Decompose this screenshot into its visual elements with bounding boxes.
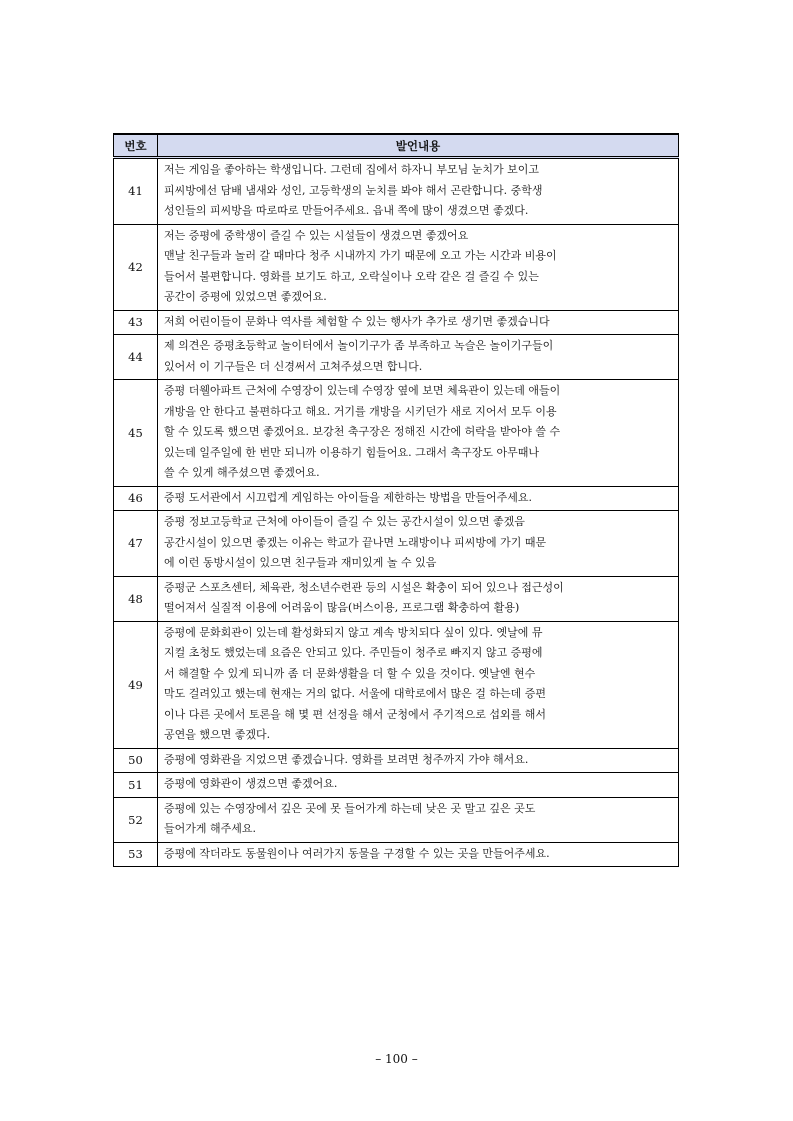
table-row [114,310,679,335]
table-row [114,224,679,310]
row-number: 49 [114,621,158,748]
content-line: 에 이런 동방시설이 있으면 친구들과 재미있게 놀 수 있음 [164,556,437,569]
row-number: 46 [114,486,158,511]
row-content [158,576,679,621]
content-line: 피씨방에선 담배 냄새와 성인, 고등학생의 눈치를 봐야 해서 곤란합니다. 중학생 [164,183,543,197]
content-line: 증평 정보고등학교 근처에 아이들이 즐길 수 있는 공간시설이 있으면 좋겠음 [164,515,525,528]
row-content [158,842,679,867]
table-row [114,158,679,225]
table-header-row [114,134,679,158]
row-content [158,335,679,380]
content-line: 증평 더웰아파트 근처에 수영장이 있는데 수영장 옆에 보면 체육관이 있는데 애들이 [164,384,561,397]
content-line: 증평 도서관에서 시끄럽게 게임하는 아이들을 제한하는 방법을 만들어주세요. [164,490,533,504]
row-content [158,621,679,748]
content-line: 증평에 영화관을 지었으면 좋겠습니다. 영화를 보려면 청주까지 가야 해서요. [164,752,529,766]
content-line: 있어서 이 기구들은 더 신경써서 고쳐주셨으면 합니다. [164,359,423,373]
content-line: 할 수 있도록 했으면 좋겠어요. 보강천 축구장은 정해진 시간에 허락을 받아야 쓸 수 [164,425,561,438]
row-content [158,748,679,773]
table-row [114,621,679,748]
content-line: 들어서 불편합니다. 영화를 보기도 하고, 오락실이나 오락 같은 걸 즐길 수 있는 [164,269,539,283]
row-number: 45 [114,380,158,487]
content-line: 떨어져서 실질적 이용에 어려움이 많음(버스이용, 프로그램 확충하여 활용) [164,601,520,614]
content-line: 있는데 일주일에 한 번만 되니까 이용하기 힘들어요. 그래서 축구장도 아무때나 [164,445,539,459]
content-line: 들어가게 해주세요. [164,822,257,835]
content-line: 저는 게임을 좋아하는 학생입니다. 그런데 집에서 하자니 부모님 눈치가 보이고 [164,163,539,176]
row-content [158,310,679,335]
row-number: 53 [114,842,158,867]
content-line: 증평에 문화회관이 있는데 활성화되지 않고 계속 방치되다 싶이 있다. 옛날에 뮤 [164,625,543,639]
content-line: 공간이 증평에 있었으면 좋겠어요. [164,290,327,303]
row-number: 47 [114,511,158,577]
table-row [114,797,679,842]
content-line: 증평에 작더라도 동물원이나 여러가지 동물을 구경할 수 있는 곳을 만들어주세요. [164,846,550,860]
content-line: 맨날 친구들과 놀러 갈 때마다 청주 시내까지 가기 때문에 오고 가는 시간과 비용이 [164,249,557,262]
row-content [158,773,679,798]
row-number: 42 [114,224,158,310]
row-number: 52 [114,797,158,842]
table-row [114,842,679,867]
row-number: 50 [114,748,158,773]
content-line: 저희 어린이들이 문화나 역사를 체험할 수 있는 행사가 추가로 생기면 좋겠습니다 [164,314,550,328]
row-number: 51 [114,773,158,798]
content-line: 개방을 안 한다고 불편하다고 해요. 거기를 개방을 시키던가 새로 지어서 모두 이용 [164,404,557,418]
row-number: 41 [114,158,158,225]
table-row [114,511,679,577]
row-content [158,486,679,511]
content-line: 성인들의 피씨방을 따로따로 만들어주세요. 읍내 쪽에 많이 생겼으면 좋겠다. [164,204,529,217]
content-line: 증평에 영화관이 생겼으면 좋겠어요. [164,777,338,790]
content-line: 공간시설이 있으면 좋겠는 이유는 학교가 끝나면 노래방이나 피씨방에 가기 때문 [164,535,547,549]
table-row [114,335,679,380]
content-line: 막도 걸려있고 했는데 현재는 거의 없다. 서울에 대학로에서 많은 걸 하는데 증편 [164,687,546,700]
content-line: 이나 다른 곳에서 토론을 해 몇 편 선정을 해서 군청에서 주기적으로 섭외를 해서 [164,707,546,721]
row-content [158,224,679,310]
row-content [158,158,679,225]
table-row [114,773,679,798]
table-row [114,380,679,487]
row-content [158,511,679,577]
content-line: 증평에 있는 수영장에서 깊은 곳에 못 들어가게 하는데 낮은 곳 말고 깊은 곳도 [164,801,536,815]
row-content [158,797,679,842]
row-content [158,380,679,487]
table-row [114,486,679,511]
row-number: 44 [114,335,158,380]
content-line: 증평군 스포츠센터, 체육관, 청소년수련관 등의 시설은 확충이 되어 있으나 접근성이 [164,580,564,594]
header-number: 번호 [114,134,158,158]
content-line: 지컬 초청도 했었는데 요즘은 안되고 있다. 주민들이 청주로 빠지지 않고 증평에 [164,646,543,659]
content-line: 서 해결할 수 있게 되니까 좀 더 문화생활을 더 할 수 있을 것이다. 옛날엔 현수 [164,666,536,680]
content-line: 쓸 수 있게 해주셨으면 좋겠어요. [164,466,320,479]
header-content: 발언내용 [158,134,679,158]
opinion-table [113,133,679,867]
content-line: 공연을 했으면 좋겠다. [164,728,271,741]
table-row [114,748,679,773]
row-number: 43 [114,310,158,335]
content-line: 제 의견은 증평초등학교 놀이터에서 놀이기구가 좀 부족하고 녹슬은 놀이기구들이 [164,339,554,352]
table-row [114,576,679,621]
row-number: 48 [114,576,158,621]
table-body [114,158,679,867]
page-number: – 100 – [375,1052,418,1066]
content-line: 저는 증평에 중학생이 즐길 수 있는 시설들이 생겼으면 좋겠어요 [164,228,469,242]
